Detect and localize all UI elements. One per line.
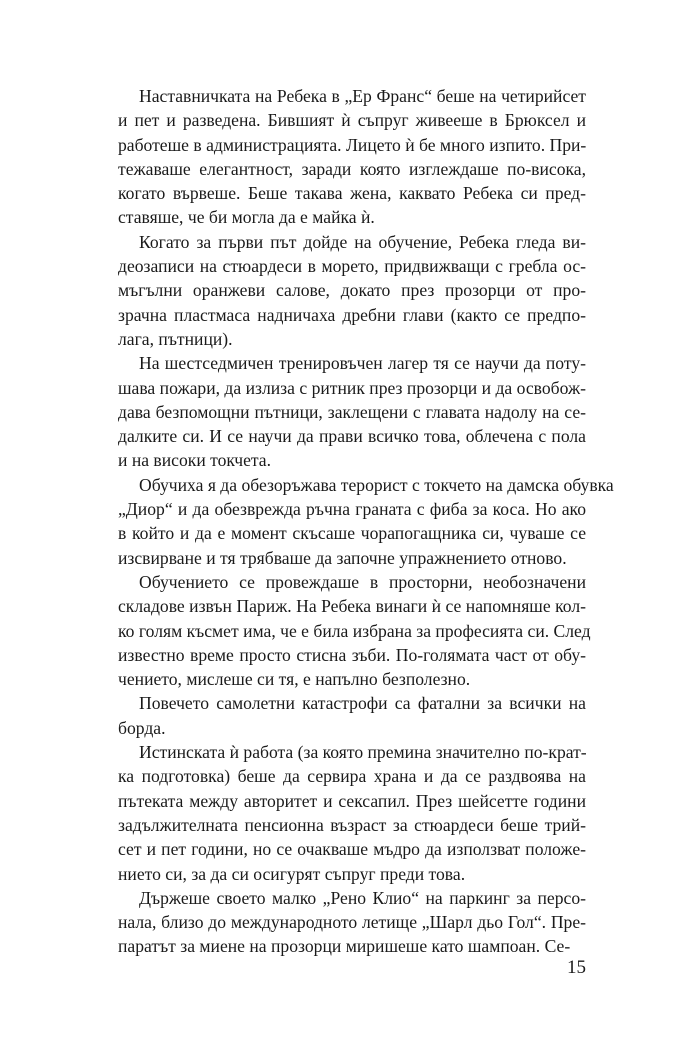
text-line: пътеката между авторитет и сексапил. През шейсетте години bbox=[118, 790, 586, 811]
text-line: далките си. И се научи да прави всичко това, облечена с пола bbox=[118, 426, 586, 447]
page-body bbox=[118, 84, 614, 959]
paragraph bbox=[118, 740, 586, 886]
text-line: дава безпомощни пътници, заклещени с главата надолу на се- bbox=[118, 401, 586, 422]
text-line: „Диор“ и да обезврежда ръчна граната с фиба за коса. Но ако bbox=[118, 499, 586, 520]
text-line: работеше в администрацията. Лицето ѝ бе много изпито. При- bbox=[118, 134, 587, 155]
text-line: когато вървеше. Беше такава жена, каквато Ребека си пред- bbox=[118, 183, 586, 204]
paragraph bbox=[118, 84, 586, 230]
text-line: Истинската ѝ работа (за която премина значително по-крат- bbox=[139, 742, 587, 763]
text-line: изсвирване и тя трябваше да започне упражнението отново. bbox=[118, 547, 567, 568]
text-line: ко голям късмет има, че е била избрана за професията си. След bbox=[118, 620, 591, 641]
text-line: лага, пътници). bbox=[118, 328, 233, 349]
paragraph bbox=[118, 351, 586, 472]
text-line: Обучението се провеждаше в просторни, необозначени bbox=[139, 571, 586, 592]
text-line: складове извън Париж. На Ребека винаги ѝ се напомняше кол- bbox=[118, 596, 586, 617]
text-line: и на високи токчета. bbox=[118, 450, 272, 471]
text-line: и пет и разведена. Бившият ѝ съпруг живееше в Брюксел и bbox=[118, 110, 586, 131]
text-line: шава пожари, да излиза с ритник през прозорци и да освобож- bbox=[118, 377, 586, 398]
text-line: деозаписи на стюардеси в морето, придвижващи с гребла ос- bbox=[118, 256, 586, 277]
text-line: зрачна пластмаса надничаха дребни глави (както се предпо- bbox=[118, 304, 586, 325]
text-line: ка подготовка) беше да сервира храна и да се раздвоява на bbox=[118, 766, 586, 787]
page-number: 15 bbox=[567, 957, 586, 978]
paragraph bbox=[118, 691, 586, 740]
paragraph bbox=[118, 886, 586, 959]
text-line: тежаваше елегантност, заради която изглеждаше по-висока, bbox=[118, 158, 586, 179]
text-line: задължителната пенсионна възраст за стюардеси беше трий- bbox=[118, 814, 586, 835]
paragraph bbox=[118, 230, 586, 351]
text-line: Повечето самолетни катастрофи са фатални за всички на bbox=[139, 693, 586, 714]
text-line: нала, близо до международното летище „Шарл дьо Гол“. Пре- bbox=[118, 912, 586, 933]
text-line: Обучиха я да обезоръжава терорист с токчето на дамска обувка bbox=[139, 474, 614, 495]
text-line: чението, мислеше си тя, е напълно безполезно. bbox=[118, 669, 471, 690]
text-line: мъгълни оранжеви салове, докато през прозорци от про- bbox=[118, 280, 586, 301]
text-line: Когато за първи път дойде на обучение, Ребека гледа ви- bbox=[139, 231, 586, 252]
text-line: Държеше своето малко „Рено Клио“ на паркинг за персо- bbox=[139, 887, 586, 908]
text-line: известно време просто стисна зъби. По-голямата част от обу- bbox=[118, 644, 586, 665]
paragraph bbox=[118, 570, 591, 691]
text-line: На шестседмичен тренировъчен лагер тя се научи да поту- bbox=[139, 353, 586, 374]
text-line: нието си, за да си осигурят съпруг преди това. bbox=[118, 863, 466, 884]
text-line: в който и да е момент скъсаше чорапогащника си, чуваше се bbox=[118, 523, 586, 544]
text-line: сет и пет години, но се очакваше мъдро да използват положе- bbox=[118, 839, 586, 860]
text-line: борда. bbox=[118, 717, 166, 738]
text-column bbox=[118, 84, 614, 959]
paragraph bbox=[118, 473, 614, 570]
text-line: ставяше, че би могла да е майка ѝ. bbox=[118, 207, 375, 228]
text-line: Наставничката на Ребека в „Ер Франс“ беше на четирийсет bbox=[139, 86, 586, 106]
text-line: паратът за миене на прозорци миришеше като шампоан. Се- bbox=[118, 936, 571, 957]
